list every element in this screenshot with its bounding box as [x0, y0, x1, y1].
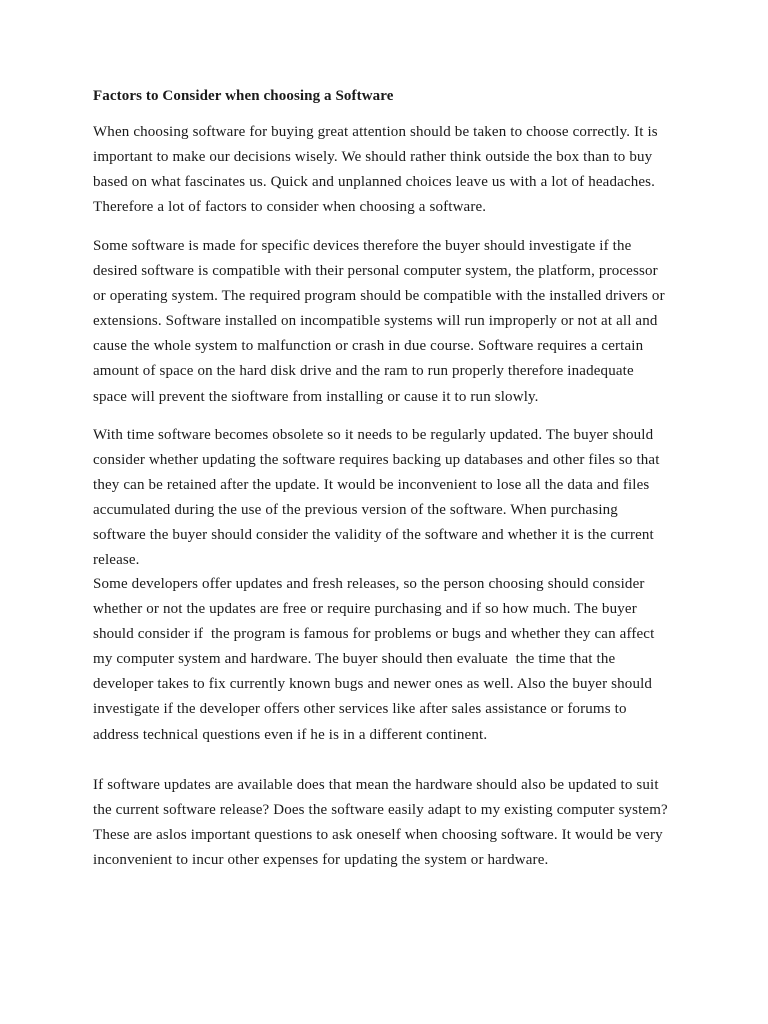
- paragraph-line: my computer system and hardware. The buyer should then evaluate the time that the: [93, 651, 616, 668]
- paragraph-line: amount of space on the hard disk drive and the ram to run properly therefore inadequate: [93, 363, 634, 380]
- paragraph-line: developer takes to fix currently known bugs and newer ones as well. Also the buyer should: [93, 676, 653, 693]
- paragraph-line: release.: [93, 552, 140, 569]
- paragraph-line: they can be retained after the update. It would be inconvenient to lose all the data and files: [93, 477, 650, 494]
- paragraph-line: address technical questions even if he is in a different continent.: [93, 726, 488, 743]
- paragraph-line: accumulated during the use of the previous version of the software. When purchasing: [93, 502, 618, 519]
- paragraph-2: [93, 234, 693, 410]
- paragraph-1: [93, 120, 693, 220]
- paragraph-line: These are aslos important questions to ask oneself when choosing software. It would be very: [93, 827, 663, 844]
- paragraph-line: based on what fascinates us. Quick and unplanned choices leave us with a lot of headaches.: [93, 174, 656, 191]
- paragraph-line: consider whether updating the software requires backing up databases and other files so that: [93, 452, 660, 469]
- paragraph-line: should consider if the program is famous for problems or bugs and whether they can affect: [93, 626, 655, 643]
- paragraph-line: space will prevent the sioftware from installing or cause it to run slowly.: [93, 388, 539, 405]
- paragraph-line: inconvenient to incur other expenses for updating the system or hardware.: [93, 852, 549, 869]
- document-title: Factors to Consider when choosing a Software: [93, 88, 394, 104]
- paragraph-4: [93, 572, 693, 748]
- paragraph-line: With time software becomes obsolete so it needs to be regularly updated. The buyer should: [93, 427, 654, 443]
- paragraph-line: important to make our decisions wisely. We should rather think outside the box than to buy: [93, 149, 653, 166]
- paragraph-line: Some developers offer updates and fresh releases, so the person choosing should consider: [93, 576, 645, 592]
- paragraph-line: whether or not the updates are free or require purchasing and if so how much. The buyer: [93, 601, 637, 618]
- paragraph-3: [93, 423, 693, 574]
- paragraph-5: [93, 773, 693, 873]
- paragraph-line: cause the whole system to malfunction or crash in due course. Software requires a certain: [93, 338, 644, 355]
- paragraph-line: investigate if the developer offers other services like after sales assistance or forums to: [93, 701, 627, 718]
- paragraph-line: or operating system. The required program should be compatible with the installed drivers or: [93, 288, 665, 305]
- paragraph-line: the current software release? Does the software easily adapt to my existing computer system?: [93, 802, 668, 819]
- paragraph-line: Therefore a lot of factors to consider when choosing a software.: [93, 199, 487, 216]
- paragraph-line: If software updates are available does that mean the hardware should also be updated to suit: [93, 777, 659, 793]
- paragraph-line: Some software is made for specific devices therefore the buyer should investigate if the: [93, 238, 632, 254]
- paragraph-line: software the buyer should consider the validity of the software and whether it is the current: [93, 527, 654, 544]
- paragraph-line: desired software is compatible with their personal computer system, the platform, processor: [93, 263, 658, 280]
- paragraph-line: extensions. Software installed on incompatible systems will run improperly or not at all and: [93, 313, 658, 330]
- paragraph-line: When choosing software for buying great attention should be taken to choose correctly. It is: [93, 124, 658, 140]
